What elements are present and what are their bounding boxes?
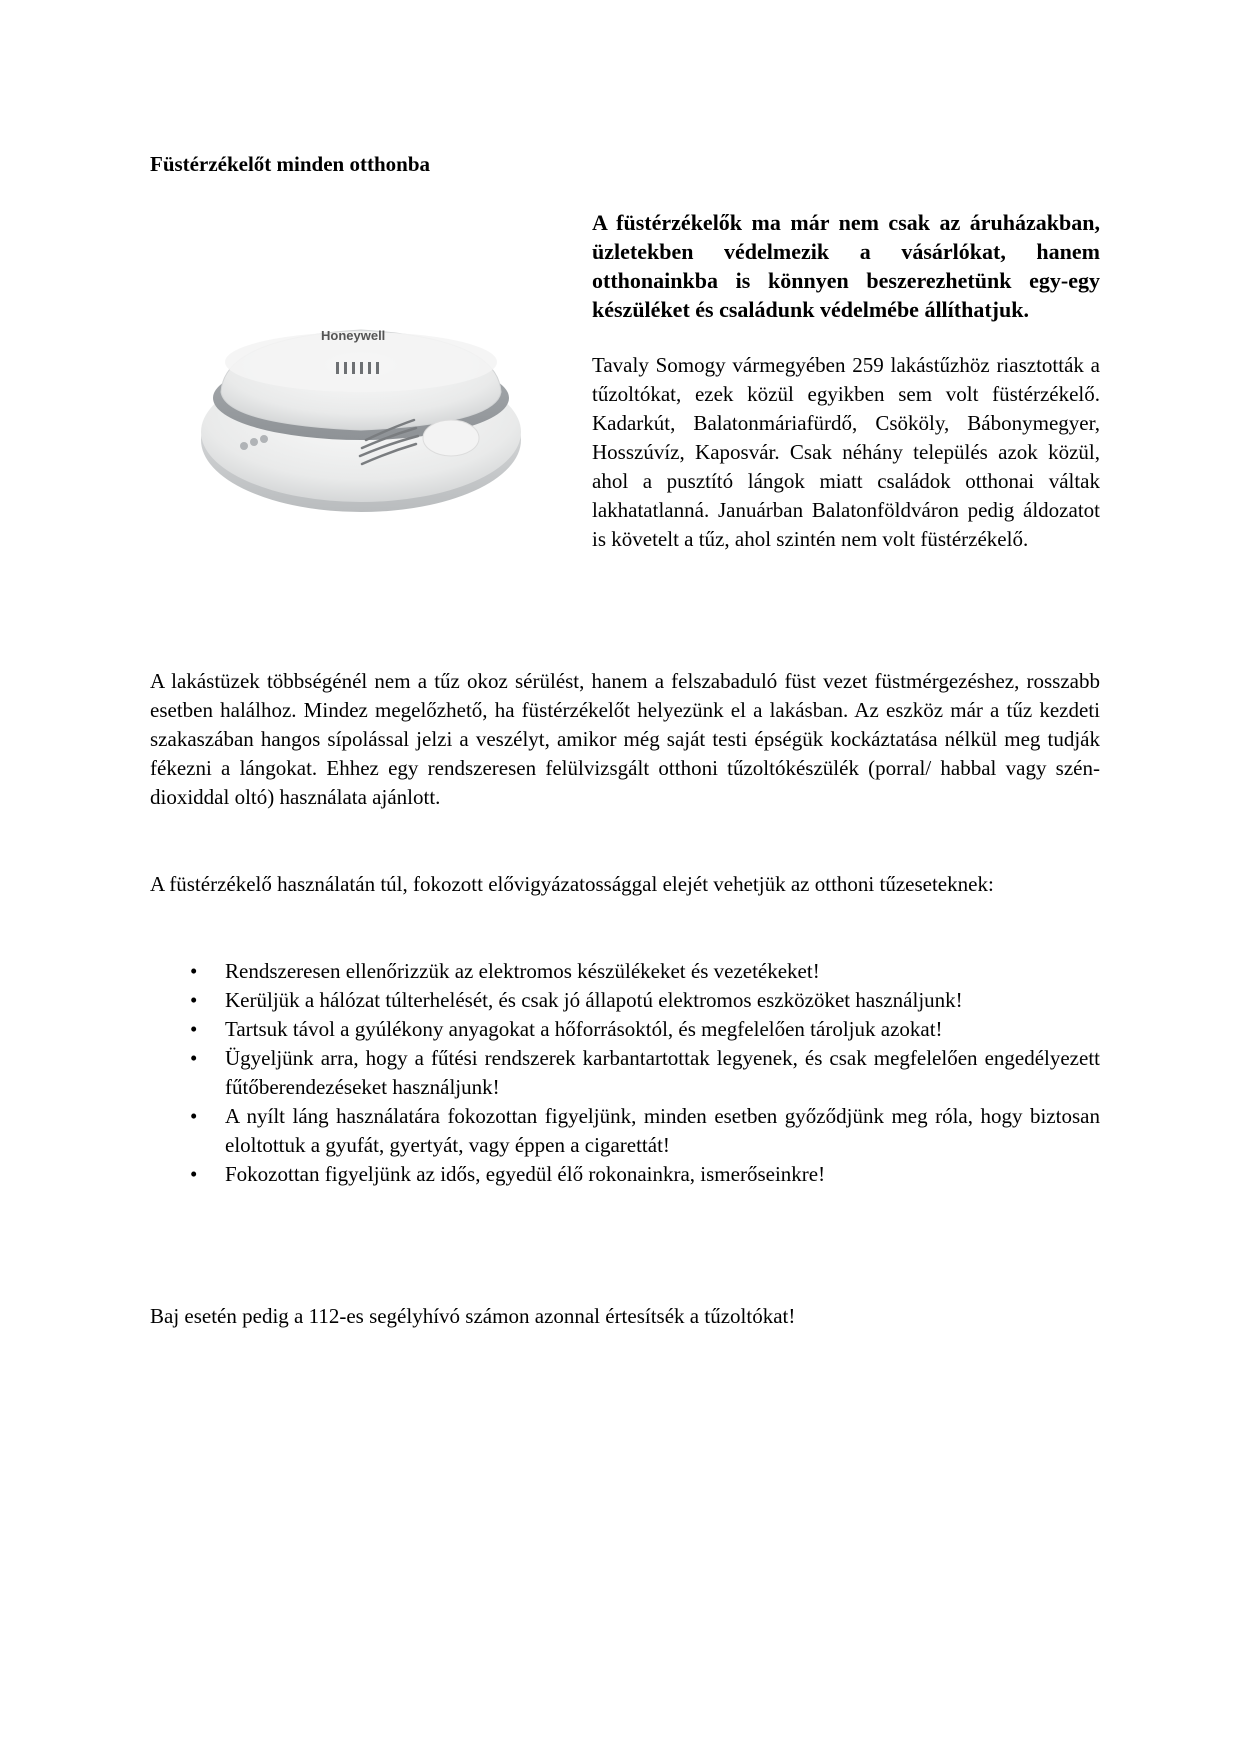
list-item — [150, 986, 1100, 1015]
page-title: Füstérzékelőt minden otthonba — [150, 152, 430, 176]
smoke-detector-icon — [196, 320, 526, 520]
body-paragraph-1: A lakástüzek többségénél nem a tűz okoz sérülést, hanem a felszabaduló füst vezet füstmérgezéshez, rosszabb esetben halálhoz. Mindez megelőzhető, ha füstérzékelőt helyezünk el a lakásban. Az eszköz már a tűz kezdeti szakaszában hangos sípolással jelzi a veszélyt, amikor még saját testi épségük kockáztatása nélkül meg tudják fékezni a lángokat. Ehhez egy rendszeresen felülvizsgált otthoni tűzoltókészülék (porral/ habbal vagy szén-dioxiddal oltó) használata ajánlott. — [150, 669, 1100, 809]
bullet-icon: • — [190, 1046, 198, 1070]
lead-paragraph: A füstérzékelők ma már nem csak az áruházakban, üzletekben védelmezik a vásárlókat, hanem otthonainkba is könnyen beszerezhetünk egy-egy készüléket és családunk védelmébe állíthatjuk. — [592, 210, 1100, 322]
right-column — [592, 208, 1100, 554]
body-paragraph-2: A füstérzékelő használatán túl, fokozott elővigyázatossággal elejét vehetjük az otthoni tűzeseteknek: — [150, 872, 994, 896]
list-item-text: Ügyeljünk arra, hogy a fűtési rendszerek karbantartottak legyenek, és csak megfelelően engedélyezett fűtőberendezéseket használjunk! — [225, 1046, 1100, 1099]
brand-label: Honeywell — [321, 328, 386, 343]
list-item-text: Rendszeresen ellenőrizzük az elektromos készülékeket és vezetékeket! — [225, 959, 820, 983]
list-item-text: Fokozottan figyeljünk az idős, egyedül élő rokonainkra, ismerőseinkre! — [225, 1162, 826, 1186]
list-item-text: A nyílt láng használatára fokozottan figyeljünk, minden esetben győződjünk meg róla, hogy biztosan eloltottuk a gyufát, gyertyát, vagy éppen a cigarettát! — [225, 1104, 1100, 1157]
bullet-icon: • — [190, 1017, 198, 1041]
bullet-icon: • — [190, 988, 198, 1012]
closing-paragraph: Baj esetén pedig a 112-es segélyhívó számon azonnal értesítsék a tűzoltókat! — [150, 1304, 796, 1328]
smoke-detector-image — [196, 320, 526, 520]
bullet-icon: • — [190, 1104, 198, 1128]
list-item — [150, 1160, 1100, 1189]
intro-paragraph: Tavaly Somogy vármegyében 259 lakástűzhöz riasztották a tűzoltókat, ezek közül egyikben sem volt füstérzékelő. Kadarkút, Balatonmáriafürdő, Csököly, Bábonymegyer, Hosszúvíz, Kaposvár. Csak néhány település azok közül, ahol a pusztító lángok miatt családok otthonai váltak lakhatatlanná. Januárban Balatonföldváron pedig áldozatot is követelt a tűz, ahol szintén nem volt füstérzékelő. — [592, 353, 1100, 551]
list-item — [150, 1015, 1100, 1044]
safety-tips-list — [150, 957, 1100, 1189]
bullet-icon: • — [190, 1162, 198, 1186]
list-item-text: Kerüljük a hálózat túlterhelését, és csak jó állapotú elektromos eszközöket használjunk! — [225, 988, 963, 1012]
list-item — [150, 957, 1100, 986]
list-item — [150, 1102, 1100, 1160]
list-item-text: Tartsuk távol a gyúlékony anyagokat a hőforrásoktól, és megfelelően tároljuk azokat! — [225, 1017, 943, 1041]
bullet-icon: • — [190, 959, 198, 983]
list-item — [150, 1044, 1100, 1102]
